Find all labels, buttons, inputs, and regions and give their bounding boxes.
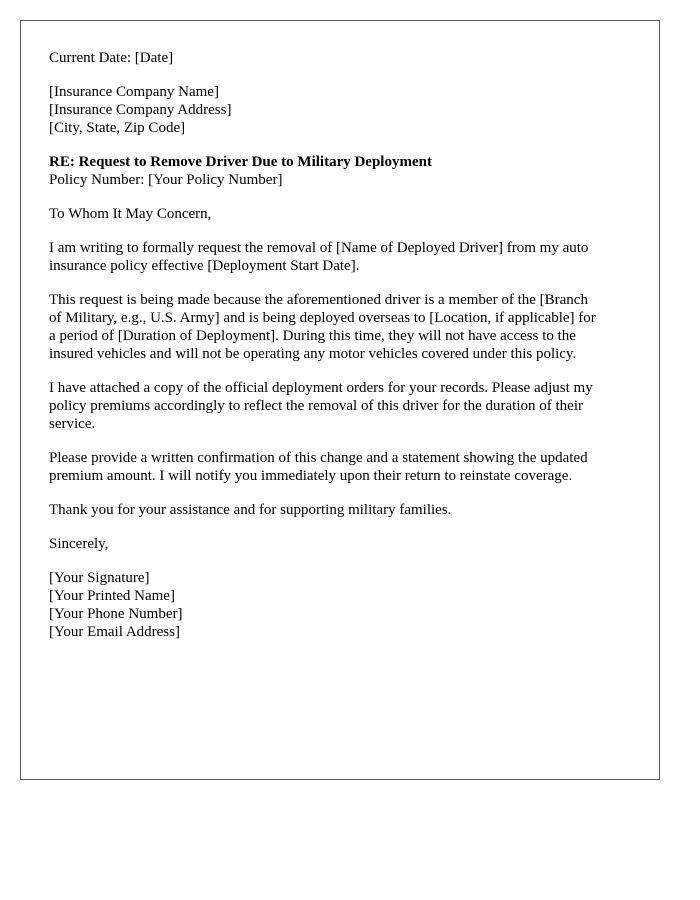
- body-paragraph-2: [49, 291, 635, 363]
- closing-block: [49, 535, 635, 553]
- paragraph-line: This request is being made because the aforementioned driver is a member of the [Branch: [49, 292, 588, 308]
- paragraph-line: of Military, e.g., U.S. Army] and is being deployed overseas to [Location, if applicable] for: [49, 310, 596, 326]
- policy-number: Policy Number: [Your Policy Number]: [49, 172, 283, 188]
- body-paragraph-3: [49, 379, 635, 433]
- subject-block: [49, 153, 635, 189]
- paragraph-line: a period of [Duration of Deployment]. During this time, they will not have access to the: [49, 328, 576, 344]
- paragraph-line: I am writing to formally request the removal of [Name of Deployed Driver] from my auto: [49, 240, 589, 256]
- salutation: To Whom It May Concern,: [49, 206, 212, 222]
- letter-page: [20, 20, 660, 780]
- letter-content: [49, 49, 635, 657]
- subject-line: RE: Request to Remove Driver Due to Military Deployment: [49, 154, 432, 170]
- paragraph-line: Please provide a written confirmation of this change and a statement showing the updated: [49, 450, 588, 466]
- paragraph-line: I have attached a copy of the official deployment orders for your records. Please adjust my: [49, 380, 593, 396]
- recipient-address: [49, 83, 635, 137]
- printed-name: [Your Printed Name]: [49, 588, 175, 604]
- signature-block: [49, 569, 635, 641]
- paragraph-line: insured vehicles and will not be operating any motor vehicles covered under this policy.: [49, 346, 577, 362]
- closing: Sincerely,: [49, 536, 109, 552]
- recipient-city-state-zip: [City, State, Zip Code]: [49, 120, 186, 136]
- salutation-block: [49, 205, 635, 223]
- date-block: [49, 49, 635, 67]
- recipient-name: [Insurance Company Name]: [49, 84, 219, 100]
- phone-number: [Your Phone Number]: [49, 606, 183, 622]
- current-date: Current Date: [Date]: [49, 50, 174, 66]
- paragraph-line: Thank you for your assistance and for supporting military families.: [49, 502, 452, 518]
- body-paragraph-4: [49, 449, 635, 485]
- paragraph-line: premium amount. I will notify you immediately upon their return to reinstate coverage.: [49, 468, 573, 484]
- signature: [Your Signature]: [49, 570, 150, 586]
- body-paragraph-5: [49, 501, 635, 519]
- recipient-street: [Insurance Company Address]: [49, 102, 232, 118]
- email-address: [Your Email Address]: [49, 624, 180, 640]
- paragraph-line: service.: [49, 416, 96, 432]
- paragraph-line: policy premiums accordingly to reflect the removal of this driver for the duration of their: [49, 398, 583, 414]
- body-paragraph-1: [49, 239, 635, 275]
- paragraph-line: insurance policy effective [Deployment Start Date].: [49, 258, 360, 274]
